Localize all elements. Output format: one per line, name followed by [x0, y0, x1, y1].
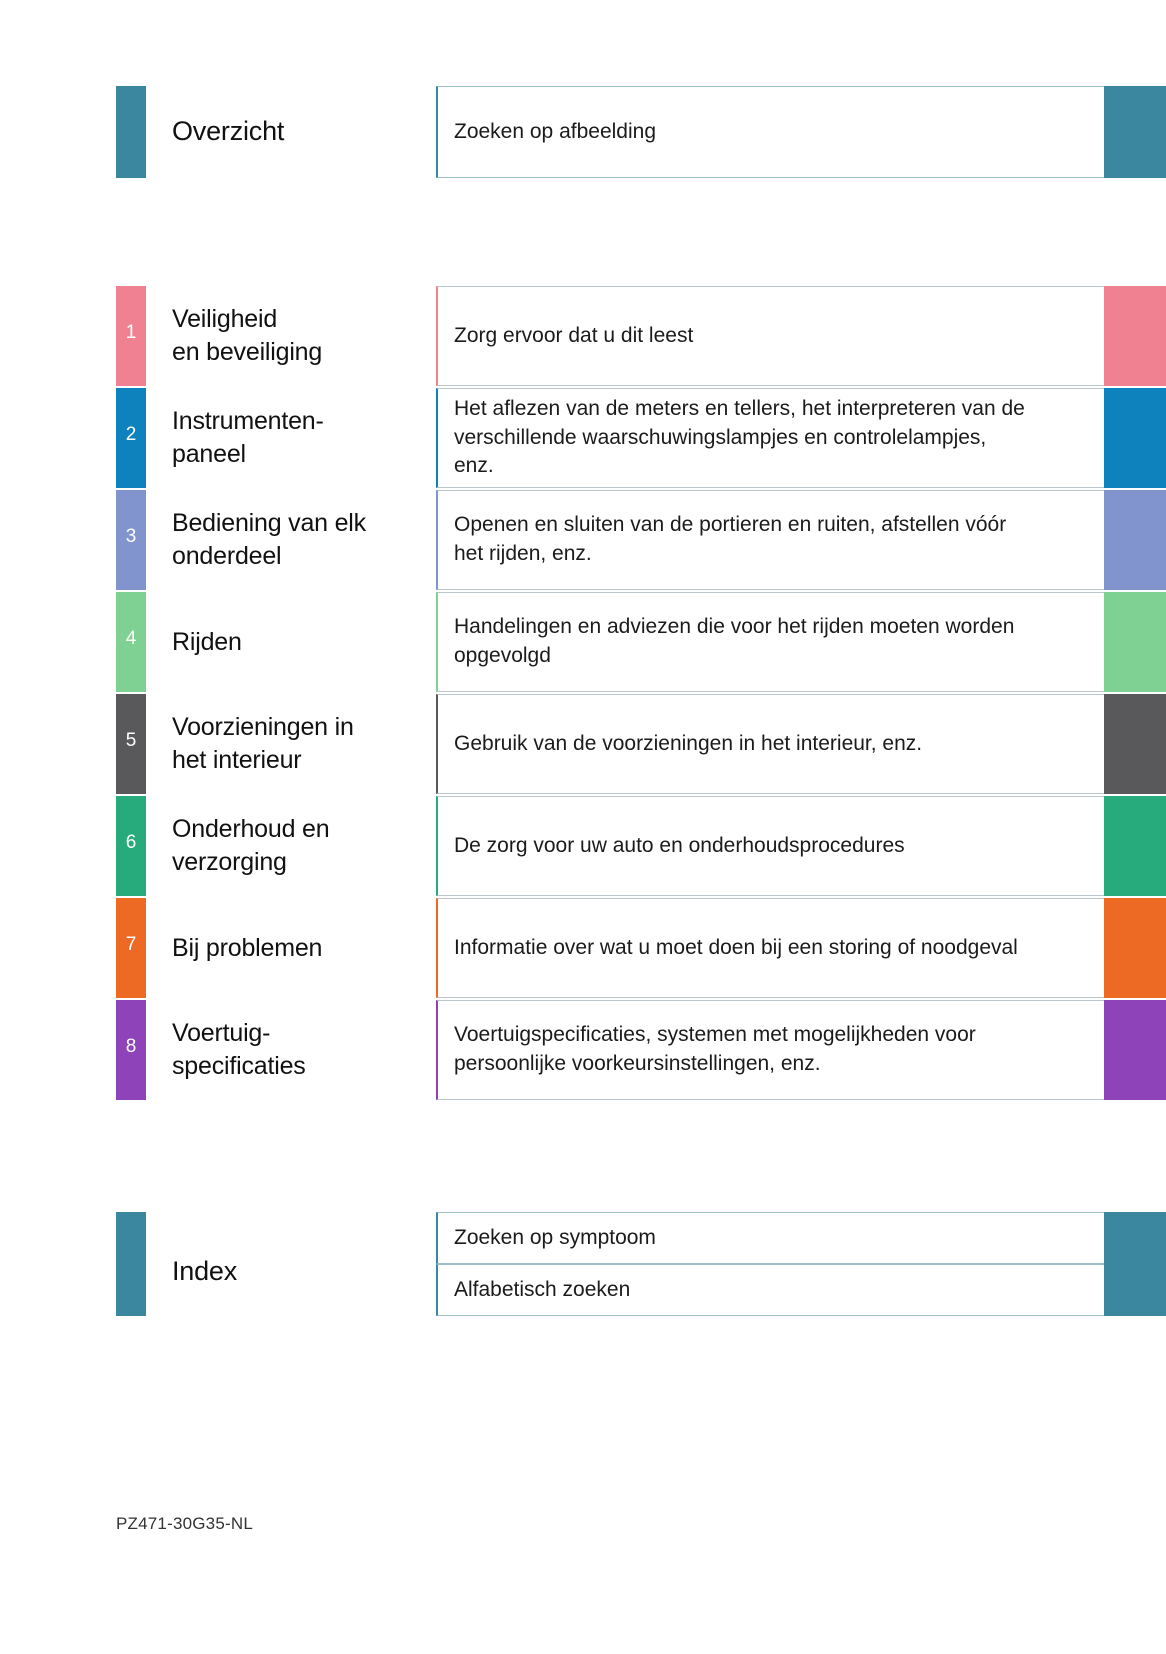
section-title-7 [146, 898, 436, 998]
section-description-line: De zorg voor uw auto en onderhoudsprocedures [454, 833, 905, 857]
section-description-line: Zorg ervoor dat u dit leest [454, 323, 694, 347]
section-description-line: het rijden, enz. [454, 542, 592, 565]
index-endcap-2 [1104, 1264, 1166, 1316]
section-row-6[interactable] [116, 796, 1166, 896]
section-description-line: Het aflezen van de meters en tellers, het interpreteren van de [454, 396, 1025, 420]
section-number-6: 6 [125, 832, 137, 853]
section-row-2[interactable] [116, 388, 1166, 488]
section-endcap-3 [1104, 490, 1166, 590]
section-title-2 [146, 388, 436, 488]
section-tab-marker-1 [116, 286, 146, 386]
overview-title-text: Overzicht [172, 116, 285, 147]
index-endcap-1 [1104, 1212, 1166, 1264]
section-endcap-1 [1104, 286, 1166, 386]
overview-endcap [1104, 86, 1166, 178]
section-title-6 [146, 796, 436, 896]
section-endcap-7 [1104, 898, 1166, 998]
section-number-1: 1 [125, 322, 137, 343]
index-entry-2[interactable] [436, 1264, 1104, 1316]
section-title-8 [146, 1000, 436, 1100]
index-entry-text: Zoeken op symptoom [454, 1225, 656, 1249]
index-row-2[interactable] [116, 1264, 1166, 1316]
section-description-3 [436, 490, 1104, 590]
section-row-8[interactable] [116, 1000, 1166, 1100]
section-description-line: Gebruik van de voorzieningen in het interieur, enz. [454, 731, 923, 755]
section-title-line: Rijden [172, 627, 242, 656]
section-row-3[interactable] [116, 490, 1166, 590]
section-tab-marker-5 [116, 694, 146, 794]
section-tab-marker-6 [116, 796, 146, 896]
section-row-5[interactable] [116, 694, 1166, 794]
section-title-1 [146, 286, 436, 386]
section-title-3 [146, 490, 436, 590]
section-row-7[interactable] [116, 898, 1166, 998]
section-number-7: 7 [125, 934, 137, 955]
section-number-4: 4 [125, 628, 137, 649]
section-description-8 [436, 1000, 1104, 1100]
section-title-4 [146, 592, 436, 692]
section-description-6 [436, 796, 1104, 896]
section-endcap-4 [1104, 592, 1166, 692]
section-title-line: het interieur [172, 746, 302, 774]
overview-description [436, 86, 1104, 178]
index-tab-marker-bottom [116, 1264, 146, 1316]
section-tab-marker-7 [116, 898, 146, 998]
section-number-3: 3 [125, 526, 137, 547]
section-number-2: 2 [125, 424, 137, 445]
section-description-2 [436, 388, 1104, 488]
section-title-line: paneel [172, 440, 246, 468]
section-description-line: Openen en sluiten van de portieren en ruiten, afstellen vóór [454, 513, 1007, 537]
section-description-line: Voertuigspecificaties, systemen met mogelijkheden voor [454, 1023, 976, 1047]
section-description-line: Informatie over wat u moet doen bij een storing of noodgeval [454, 935, 1018, 959]
section-description-line: verschillende waarschuwingslampjes en controlelampjes, [454, 425, 987, 449]
section-title-line: onderdeel [172, 542, 282, 570]
section-title-line: Bediening van elk [172, 509, 366, 537]
section-description-4 [436, 592, 1104, 692]
section-tab-marker-4 [116, 592, 146, 692]
section-title-line: Instrumenten- [172, 407, 324, 435]
overview-row[interactable] [116, 86, 1166, 178]
section-description-line: Handelingen en adviezen die voor het rijden moeten worden [454, 615, 1015, 639]
section-title-line: Voorzieningen in [172, 713, 354, 741]
overview-tab-marker [116, 86, 146, 178]
index-row-1[interactable] [116, 1212, 1166, 1287]
section-title-line: specificaties [172, 1052, 306, 1080]
index-entry-text: Alfabetisch zoeken [454, 1277, 631, 1301]
section-description-line: persoonlijke voorkeursinstellingen, enz. [454, 1052, 821, 1075]
index-tab-marker-top [116, 1212, 146, 1264]
section-endcap-5 [1104, 694, 1166, 794]
overview-description-text: Zoeken op afbeelding [454, 119, 656, 143]
section-title-line: verzorging [172, 848, 287, 876]
section-title-line: Veiligheid [172, 305, 278, 333]
section-row-1[interactable] [116, 286, 1166, 386]
section-number-5: 5 [125, 730, 137, 751]
section-endcap-8 [1104, 1000, 1166, 1100]
section-tab-marker-2 [116, 388, 146, 488]
section-description-line: opgevolgd [454, 644, 551, 667]
index-title-text: Index [172, 1256, 238, 1287]
document-code: PZ471-30G35-NL [116, 1514, 253, 1533]
section-number-8: 8 [125, 1036, 137, 1057]
section-description-7 [436, 898, 1104, 998]
section-endcap-2 [1104, 388, 1166, 488]
index-title-spacer [146, 1264, 436, 1316]
section-description-1 [436, 286, 1104, 386]
section-endcap-6 [1104, 796, 1166, 896]
section-tab-marker-3 [116, 490, 146, 590]
section-tab-marker-8 [116, 1000, 146, 1100]
section-description-5 [436, 694, 1104, 794]
section-description-line: enz. [454, 454, 494, 478]
section-title-line: en beveiliging [172, 338, 323, 366]
section-title-line: Voertuig- [172, 1019, 271, 1047]
overview-title [146, 86, 436, 178]
index-title [146, 1212, 436, 1287]
section-title-line: Bij problemen [172, 933, 323, 962]
index-entry-1[interactable] [436, 1212, 1104, 1264]
section-title-line: Onderhoud en [172, 815, 330, 843]
section-title-5 [146, 694, 436, 794]
section-row-4[interactable] [116, 592, 1166, 692]
